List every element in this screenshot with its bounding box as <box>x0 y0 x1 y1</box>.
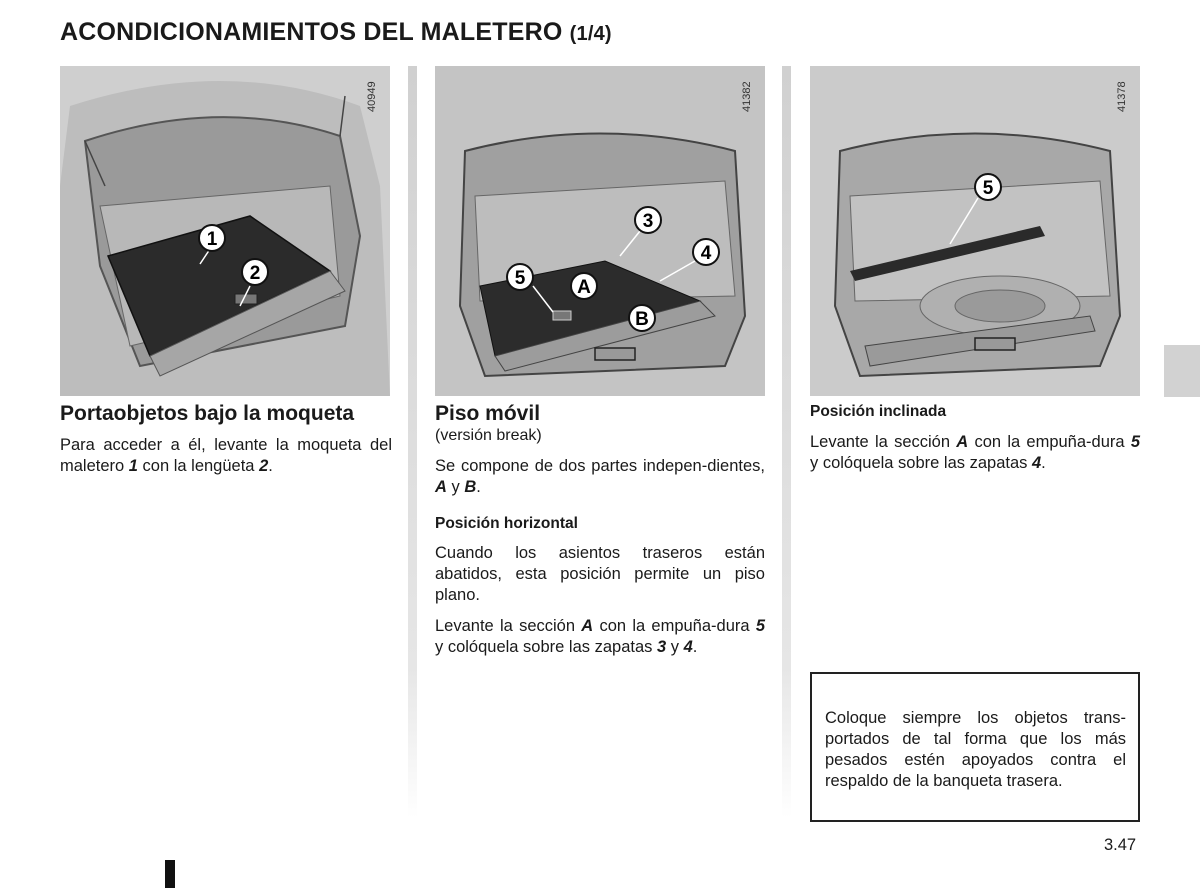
figure-underfloor-storage <box>60 66 390 396</box>
callout-5 <box>975 174 1001 200</box>
callout-2 <box>242 259 268 285</box>
callout-5 <box>507 264 533 290</box>
svg-text:3: 3 <box>642 211 654 232</box>
figure-code: 41382 <box>741 81 753 112</box>
svg-text:A: A <box>577 277 591 298</box>
svg-text:B: B <box>635 309 649 330</box>
svg-text:1: 1 <box>206 229 218 250</box>
warning-note-box <box>810 672 1140 822</box>
svg-text:5: 5 <box>514 268 526 289</box>
trunk-illustration <box>60 66 390 396</box>
paragraph: Levante la sección A con la empuña-dura 5 y colóquela sobre las zapatas 3 y 4. <box>435 617 765 656</box>
column-divider <box>408 66 417 818</box>
paragraph: Levante la sección A con la empuña-dura 5 y colóquela sobre las zapatas 4. <box>810 433 1140 472</box>
trunk-illustration <box>435 66 765 396</box>
figure-code: 40949 <box>366 81 378 112</box>
ref-1: 1 <box>128 457 138 475</box>
svg-text:2: 2 <box>249 263 261 284</box>
section-heading: Portaobjetos bajo la moqueta <box>60 402 355 425</box>
chapter-tab <box>1164 345 1200 397</box>
note-text: Coloque siempre los objetos trans-portados de tal forma que los más pesados estén apoyados contra el respaldo de la banqueta trasera. <box>825 709 1126 790</box>
column-divider <box>782 66 791 818</box>
print-mark <box>165 860 175 888</box>
title-part: (1/4) <box>569 23 612 45</box>
figure-movable-floor <box>435 66 765 396</box>
page-number: 3.47 <box>1104 836 1137 854</box>
callout-A <box>571 273 597 299</box>
callout-4 <box>693 239 719 265</box>
page-title <box>60 18 612 47</box>
column-2 <box>435 402 765 658</box>
figure-code: 41378 <box>1116 81 1128 112</box>
ref-2: 2 <box>259 457 269 475</box>
callout-B <box>629 305 655 331</box>
svg-text:4: 4 <box>700 243 712 264</box>
paragraph: Para acceder a él, levante la moqueta del maletero 1 con la lengüeta 2. <box>60 436 392 475</box>
paragraph: Cuando los asientos traseros están abatidos, esta posición permite un piso plano. <box>435 544 765 604</box>
callout-1 <box>199 225 225 251</box>
column-3 <box>810 402 1140 474</box>
paragraph: Se compone de dos partes indepen-dientes, A y B. <box>435 457 765 496</box>
callout-3 <box>635 207 661 233</box>
trunk-illustration <box>810 66 1140 396</box>
subsection-heading: Posición horizontal <box>435 515 578 532</box>
subsection-heading: Posición inclinada <box>810 403 947 420</box>
section-heading: Piso móvil <box>435 402 541 425</box>
svg-text:5: 5 <box>982 178 994 199</box>
column-1 <box>60 402 392 477</box>
section-subheading: (versión break) <box>435 427 542 444</box>
figure-inclined-floor <box>810 66 1140 396</box>
title-text: ACONDICIONAMIENTOS DEL MALETERO <box>60 18 563 46</box>
